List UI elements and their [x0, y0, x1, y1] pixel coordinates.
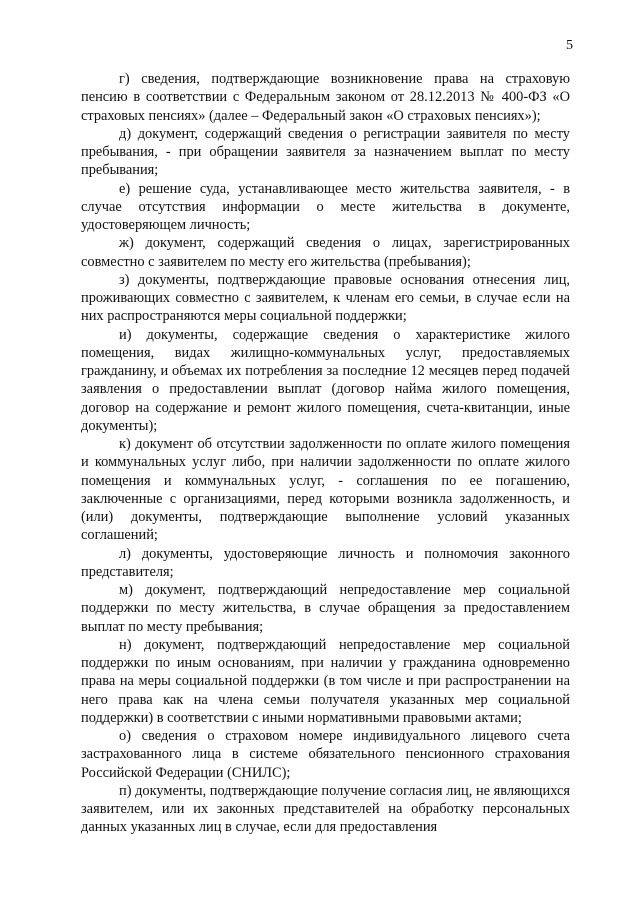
paragraph-o: о) сведения о страховом номере индивидуального лицевого счета застрахованного лица в системе обязательного пенсионного страхования Российской Федерации (СНИЛС); [81, 728, 570, 781]
paragraph-e: е) решение суда, устанавливающее место жительства заявителя, - в случае отсутствия информации о месте жительства в документе, удостоверяющем личность; [81, 180, 570, 233]
paragraph-i: и) документы, содержащие сведения о характеристике жилого помещения, видах жилищно-коммунальных услуг, предоставляемых гражданину, и объемах их потребления за последние 12 месяцев перед подачей заявления о предоставлении выплат (договор найма жилого помещения, договор на содержание и ремонт жилого помещения, счета-квитанции, иные документы); [81, 326, 570, 434]
paragraph-zh: ж) документ, содержащий сведения о лицах, зарегистрированных совместно с заявителем по месту его жительства (пребывания); [81, 235, 570, 270]
paragraph-m: м) документ, подтверждающий непредоставление мер социальной поддержки по месту жительства, в случае обращения за предоставлением выплат по месту пребывания; [81, 582, 570, 635]
document-body [81, 70, 570, 837]
paragraph-z: з) документы, подтверждающие правовые основания отнесения лиц, проживающих совместно с заявителем, к членам его семьи, в случае если на них распространяются меры социальной поддержки; [81, 271, 570, 325]
paragraph-p: п) документы, подтверждающие получение согласия лиц, не являющихся заявителем, или их законных представителей на обработку персональных данных указанных лиц в случае, если для предоставления [81, 782, 570, 836]
page-number: 5 [566, 38, 573, 53]
paragraph-l: л) документы, удостоверяющие личность и полномочия законного представителя; [81, 545, 570, 580]
paragraph-n: н) документ, подтверждающий непредоставление мер социальной поддержки по иным основаниям, при наличии у гражданина одновременно права на меры социальной поддержки (в том числе и при распространении на него права как на члена семьи получателя указанных мер социальной поддержки) в соответствии с иными нормативными правовыми актами; [81, 636, 570, 726]
paragraph-k: к) документ об отсутствии задолженности по оплате жилого помещения и коммунальных услуг либо, при наличии задолженности по оплате жилого помещения и коммунальных услуг, - соглашения по ее погашению, заключенные с организациями, перед которыми возникла задолженность, и (или) документы, подтверждающие выполнение условий указанных соглашений; [81, 436, 570, 544]
paragraph-d: д) документ, содержащий сведения о регистрации заявителя по месту пребывания, - при обращении заявителя за назначением выплат по месту пребывания; [81, 125, 570, 179]
paragraph-g: г) сведения, подтверждающие возникновение права на страховую пенсию в соответствии с Федеральным законом от 28.12.2013 № 400-ФЗ «О страховых пенсиях» (далее – Федеральный закон «О страховых пенсиях»); [81, 71, 570, 124]
